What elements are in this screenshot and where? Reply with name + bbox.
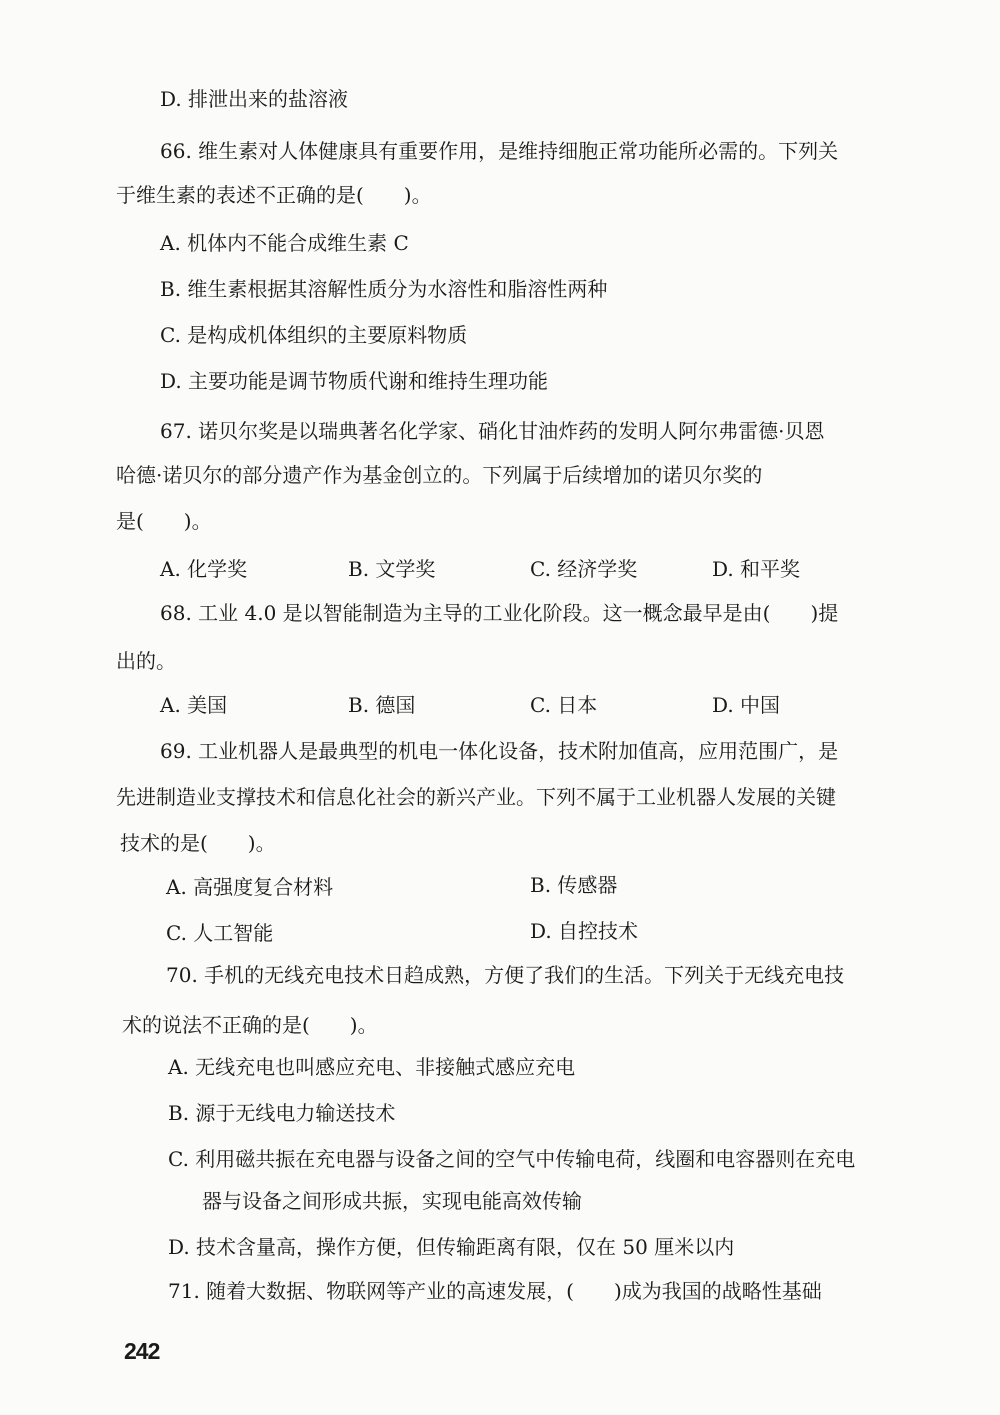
q69-option-d: D. 自控技术 bbox=[530, 919, 639, 943]
q69-option-a: A. 高强度复合材料 bbox=[166, 875, 334, 899]
q67-option-b: B. 文学奖 bbox=[348, 557, 436, 581]
q66-option-d: D. 主要功能是调节物质代谢和维持生理功能 bbox=[160, 369, 549, 393]
q68-stem: 68. 工业 4.0 是以智能制造为主导的工业化阶段。这一概念最早是由( )提 bbox=[160, 601, 839, 625]
q70-option-c-cont: 器与设备之间形成共振，实现电能高效传输 bbox=[202, 1189, 582, 1213]
q65-option-d: D. 排泄出来的盐溶液 bbox=[160, 87, 349, 111]
q66-option-c: C. 是构成机体组织的主要原料物质 bbox=[160, 323, 468, 347]
q67-stem-cont: 哈德·诺贝尔的部分遗产作为基金创立的。下列属于后续增加的诺贝尔奖的 bbox=[116, 463, 763, 487]
q71-stem: 71. 随着大数据、物联网等产业的高速发展，( )成为我国的战略性基础 bbox=[168, 1279, 822, 1303]
q68-option-d: D. 中国 bbox=[712, 693, 781, 717]
q66-option-a: A. 机体内不能合成维生素 C bbox=[160, 231, 409, 255]
q70-option-a: A. 无线充电也叫感应充电、非接触式感应充电 bbox=[168, 1055, 576, 1079]
q70-option-b: B. 源于无线电力输送技术 bbox=[168, 1101, 396, 1125]
q69-stem-cont: 先进制造业支撑技术和信息化社会的新兴产业。下列不属于工业机器人发展的关键 bbox=[116, 785, 836, 809]
q67-stem: 67. 诺贝尔奖是以瑞典著名化学家、硝化甘油炸药的发明人阿尔弗雷德·贝恩 bbox=[160, 419, 825, 443]
q68-option-b: B. 德国 bbox=[348, 693, 416, 717]
q68-stem-cont: 出的。 bbox=[116, 649, 176, 673]
q69-option-c: C. 人工智能 bbox=[166, 921, 274, 945]
q67-option-d: D. 和平奖 bbox=[712, 557, 801, 581]
q67-option-a: A. 化学奖 bbox=[160, 557, 248, 581]
q68-option-a: A. 美国 bbox=[160, 693, 228, 717]
q69-option-b: B. 传感器 bbox=[530, 873, 618, 897]
q67-stem-end: 是( )。 bbox=[116, 509, 212, 533]
q66-stem-cont: 于维生素的表述不正确的是( )。 bbox=[116, 183, 432, 207]
q66-option-b: B. 维生素根据其溶解性质分为水溶性和脂溶性两种 bbox=[160, 277, 608, 301]
q70-stem-cont: 术的说法不正确的是( )。 bbox=[122, 1013, 378, 1037]
q70-option-c: C. 利用磁共振在充电器与设备之间的空气中传输电荷，线圈和电容器则在充电 bbox=[168, 1147, 856, 1171]
q67-option-c: C. 经济学奖 bbox=[530, 557, 638, 581]
page-number: 242 bbox=[124, 1338, 160, 1364]
q70-option-d: D. 技术含量高，操作方便，但传输距离有限，仅在 50 厘米以内 bbox=[168, 1235, 735, 1259]
q69-stem-end: 技术的是( )。 bbox=[120, 831, 276, 855]
q66-stem: 66. 维生素对人体健康具有重要作用，是维持细胞正常功能所必需的。下列关 bbox=[160, 139, 839, 163]
q70-stem: 70. 手机的无线充电技术日趋成熟，方便了我们的生活。下列关于无线充电技 bbox=[166, 963, 845, 987]
q69-stem: 69. 工业机器人是最典型的机电一体化设备，技术附加值高，应用范围广，是 bbox=[160, 739, 839, 763]
q68-option-c: C. 日本 bbox=[530, 693, 598, 717]
